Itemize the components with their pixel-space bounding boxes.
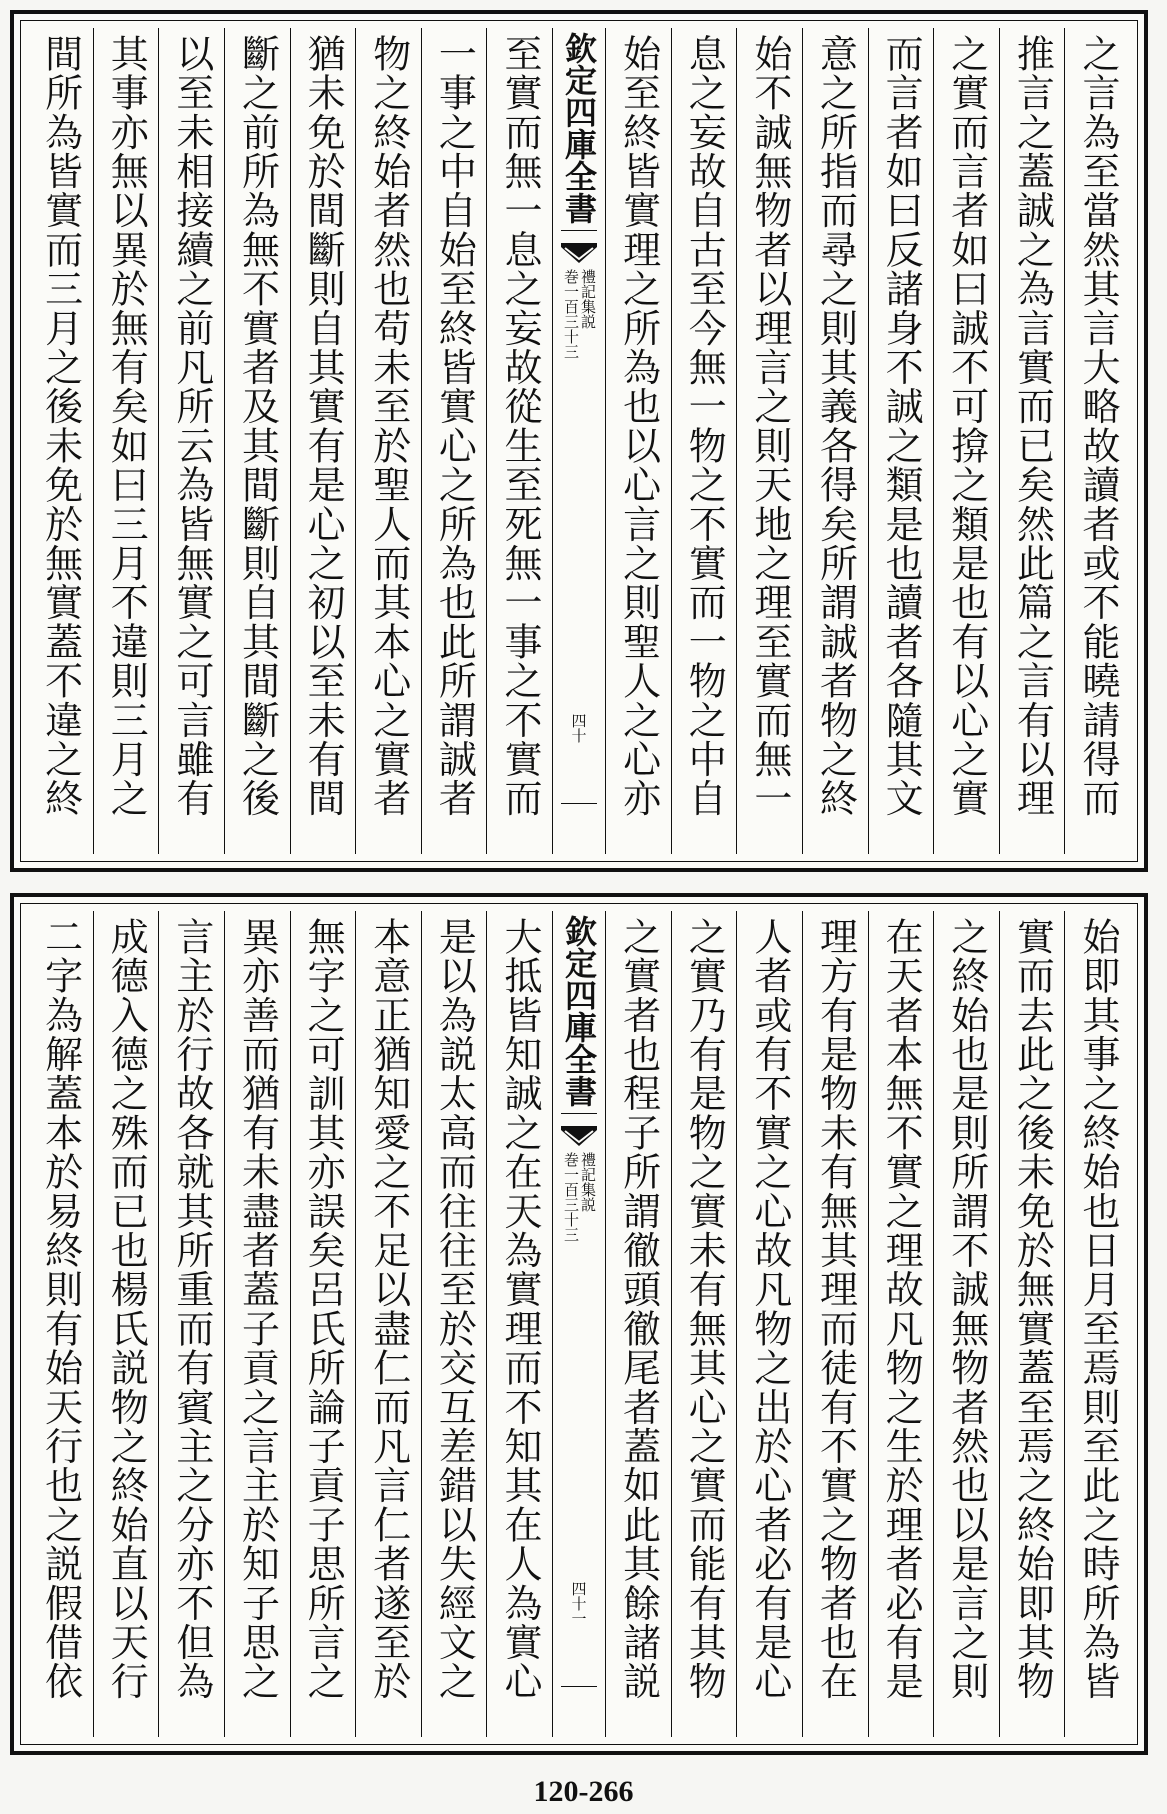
text-column: 是以為説太高而往往至於交互差錯以失經文之 [421,911,487,1737]
text-column: 無字之可訓其亦誤矣呂氏所論子貢子思所言之 [290,911,356,1737]
text-column: 以至未相接續之前凡所云為皆無實之可言雖有 [158,28,224,854]
divider [561,230,597,231]
book-title: 禮記集説 [579,269,597,329]
text-column: 之實乃有是物之實未有無其心之實而能有其物 [671,911,737,1737]
text-column: 一事之中自始至終皆實心之所為也此所謂誠者 [421,28,487,854]
text-column: 始不誠無物者以理言之則天地之理至實而無一 [736,28,802,854]
text-column: 在天者本無不實之理故凡物之生於理者必有是 [868,911,934,1737]
text-column: 其事亦無以異於無有矣如曰三月不違則三月之 [93,28,159,854]
text-column: 成德入德之殊而已也楊氏説物之終始直以天行 [93,911,159,1737]
text-column: 間所為皆實而三月之後未免於無實蓋不違之終 [38,34,83,818]
text-column: 本意正猶知愛之不足以盡仁而凡言仁者遂至於 [355,911,421,1737]
divider [561,1113,597,1114]
text-column: 始至終皆實理之所為也以心言之則聖人之心亦 [605,28,671,854]
text-column: 二字為解蓋本於易終則有始天行也之説假借依 [38,917,83,1701]
divider [561,1686,597,1687]
bottom-page [10,893,1148,1755]
fish-tail-icon [559,1122,599,1148]
center-fold-margin [552,911,605,1737]
text-column: 斷之前所為無不實者及其間斷則自其間斷之後 [224,28,290,854]
fish-tail-icon [559,239,599,265]
text-column: 之終始也是則所謂不誠無物者然也以是言之則 [933,911,999,1737]
book-title: 禮記集説 [579,1152,597,1212]
text-column: 至實而無一息之妄故從生至死無一事之不實而 [486,28,552,854]
collection-title: 欽定四庫全書 [560,32,598,224]
text-column: 之言為至當然其言大略故讀者或不能曉請得而 [1064,28,1130,854]
collection-title: 欽定四庫全書 [560,915,598,1107]
page-number: 四十 [569,713,588,743]
center-fold-margin [552,28,605,854]
text-column: 之實而言者如曰誠不可揜之類是也有以心之實 [933,28,999,854]
text-column: 實而去此之後未免於無實蓋至焉之終始即其物 [999,911,1065,1737]
text-column: 推言之蓋誠之為言實而已矣然此篇之言有以理 [999,28,1065,854]
volume-label: 巻一百三十三 [562,269,580,359]
text-column: 理方有是物未有無其理而徒有不實之物者也在 [802,911,868,1737]
top-page [10,10,1148,872]
text-column: 異亦善而猶有未盡者蓋子貢之言主於知子思之 [224,911,290,1737]
divider [561,803,597,804]
page-number: 四十一 [569,1581,588,1626]
book-info [563,269,595,359]
text-column: 猶未免於間斷則自其實有是心之初以至未有間 [290,28,356,854]
text-column: 之實者也程子所謂徹頭徹尾者蓋如此其餘諸説 [605,911,671,1737]
text-column: 而言者如曰反諸身不誠之類是也讀者各隨其文 [868,28,934,854]
text-column: 言主於行故各就其所重而有賓主之分亦不但為 [158,911,224,1737]
reprint-page-code: 120-266 [533,1775,634,1808]
text-column: 始即其事之終始也日月至焉則至此之時所為皆 [1064,911,1130,1737]
text-column: 意之所指而尋之則其義各得矣所謂誠者物之終 [802,28,868,854]
text-column: 大抵皆知誠之在天為實理而不知其在人為實心 [486,911,552,1737]
book-info [563,1152,595,1242]
text-column: 息之妄故自古至今無一物之不實而一物之中自 [671,28,737,854]
volume-label: 巻一百三十三 [562,1152,580,1242]
text-column: 人者或有不實之心故凡物之出於心者必有是心 [736,911,802,1737]
text-column: 物之終始者然也苟未至於聖人而其本心之實者 [355,28,421,854]
